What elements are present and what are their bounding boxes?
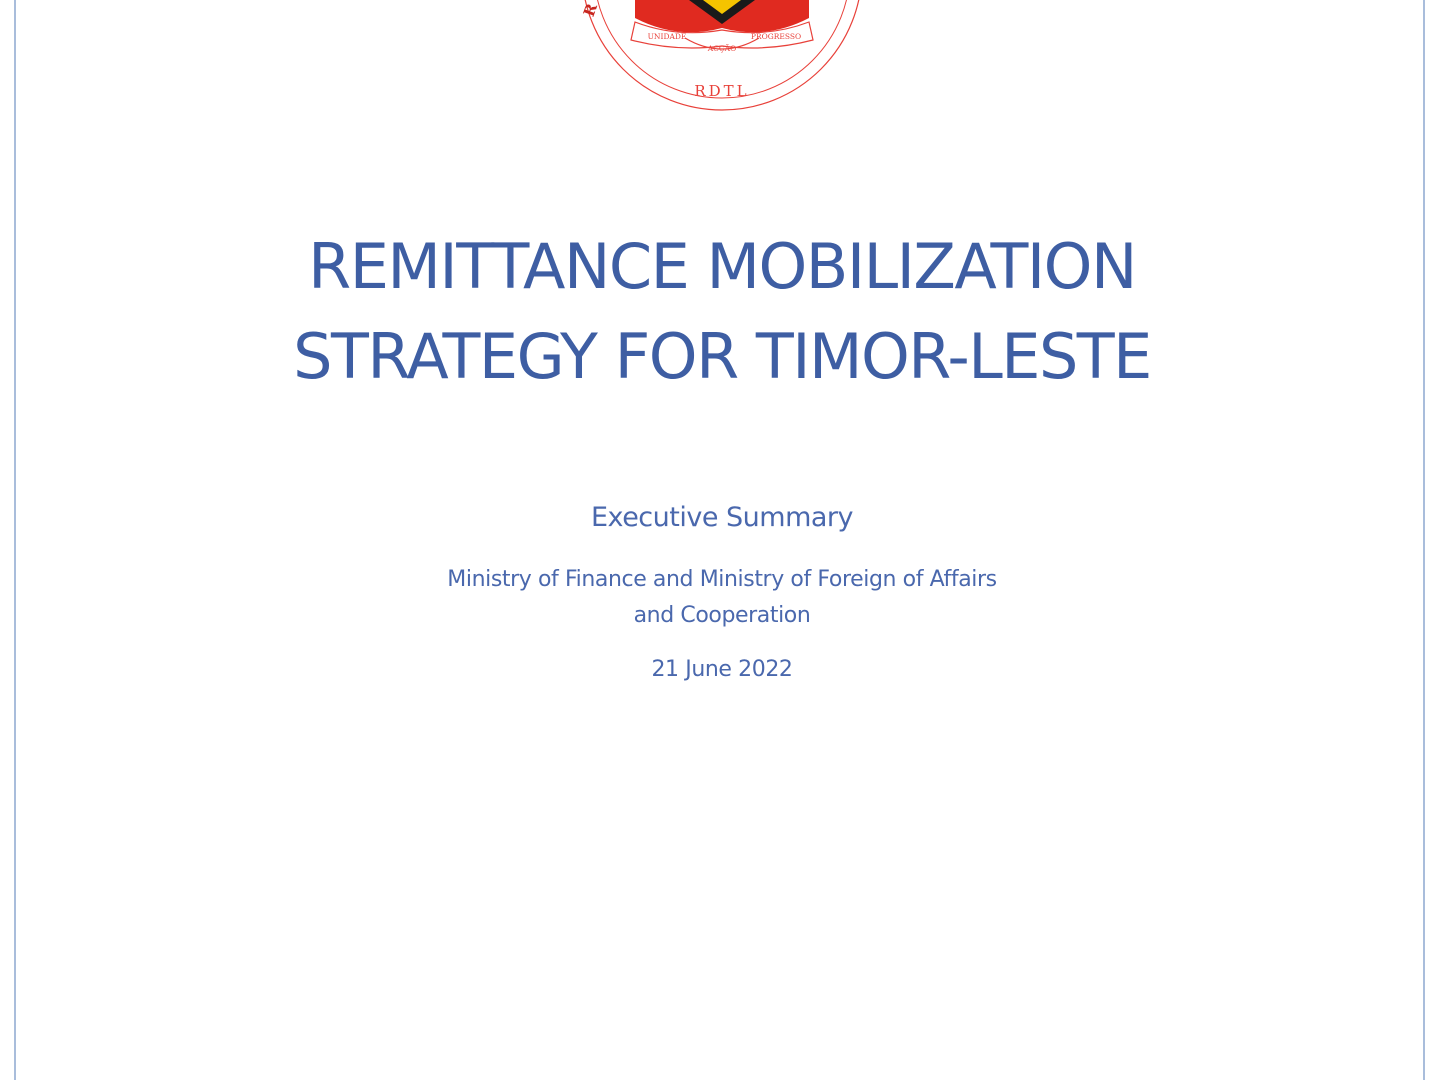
title-line-2: STRATEGY FOR TIMOR-LESTE — [293, 320, 1151, 393]
ministry-line-1: Ministry of Finance and Ministry of Foreign of Affairs — [447, 567, 997, 592]
ministry-block — [0, 562, 1444, 634]
document-date: 21 June 2022 — [651, 657, 793, 682]
seal-inscription-fragment: R — [579, 1, 601, 20]
seal-motto-left: UNIDADE — [647, 32, 687, 41]
rdtl-seal-emblem — [577, 0, 867, 112]
ministry-line-2: and Cooperation — [633, 603, 811, 628]
document-subtitle: Executive Summary — [590, 502, 853, 533]
seal-motto-right: PROGRESSO — [750, 32, 802, 41]
document-title — [0, 222, 1444, 402]
title-line-1: REMITTANCE MOBILIZATION — [308, 230, 1136, 303]
seal-rdtl-text: RDTL — [694, 82, 750, 100]
page-border — [14, 0, 1425, 1080]
seal-motto-center: ACÇÃO — [707, 44, 737, 53]
